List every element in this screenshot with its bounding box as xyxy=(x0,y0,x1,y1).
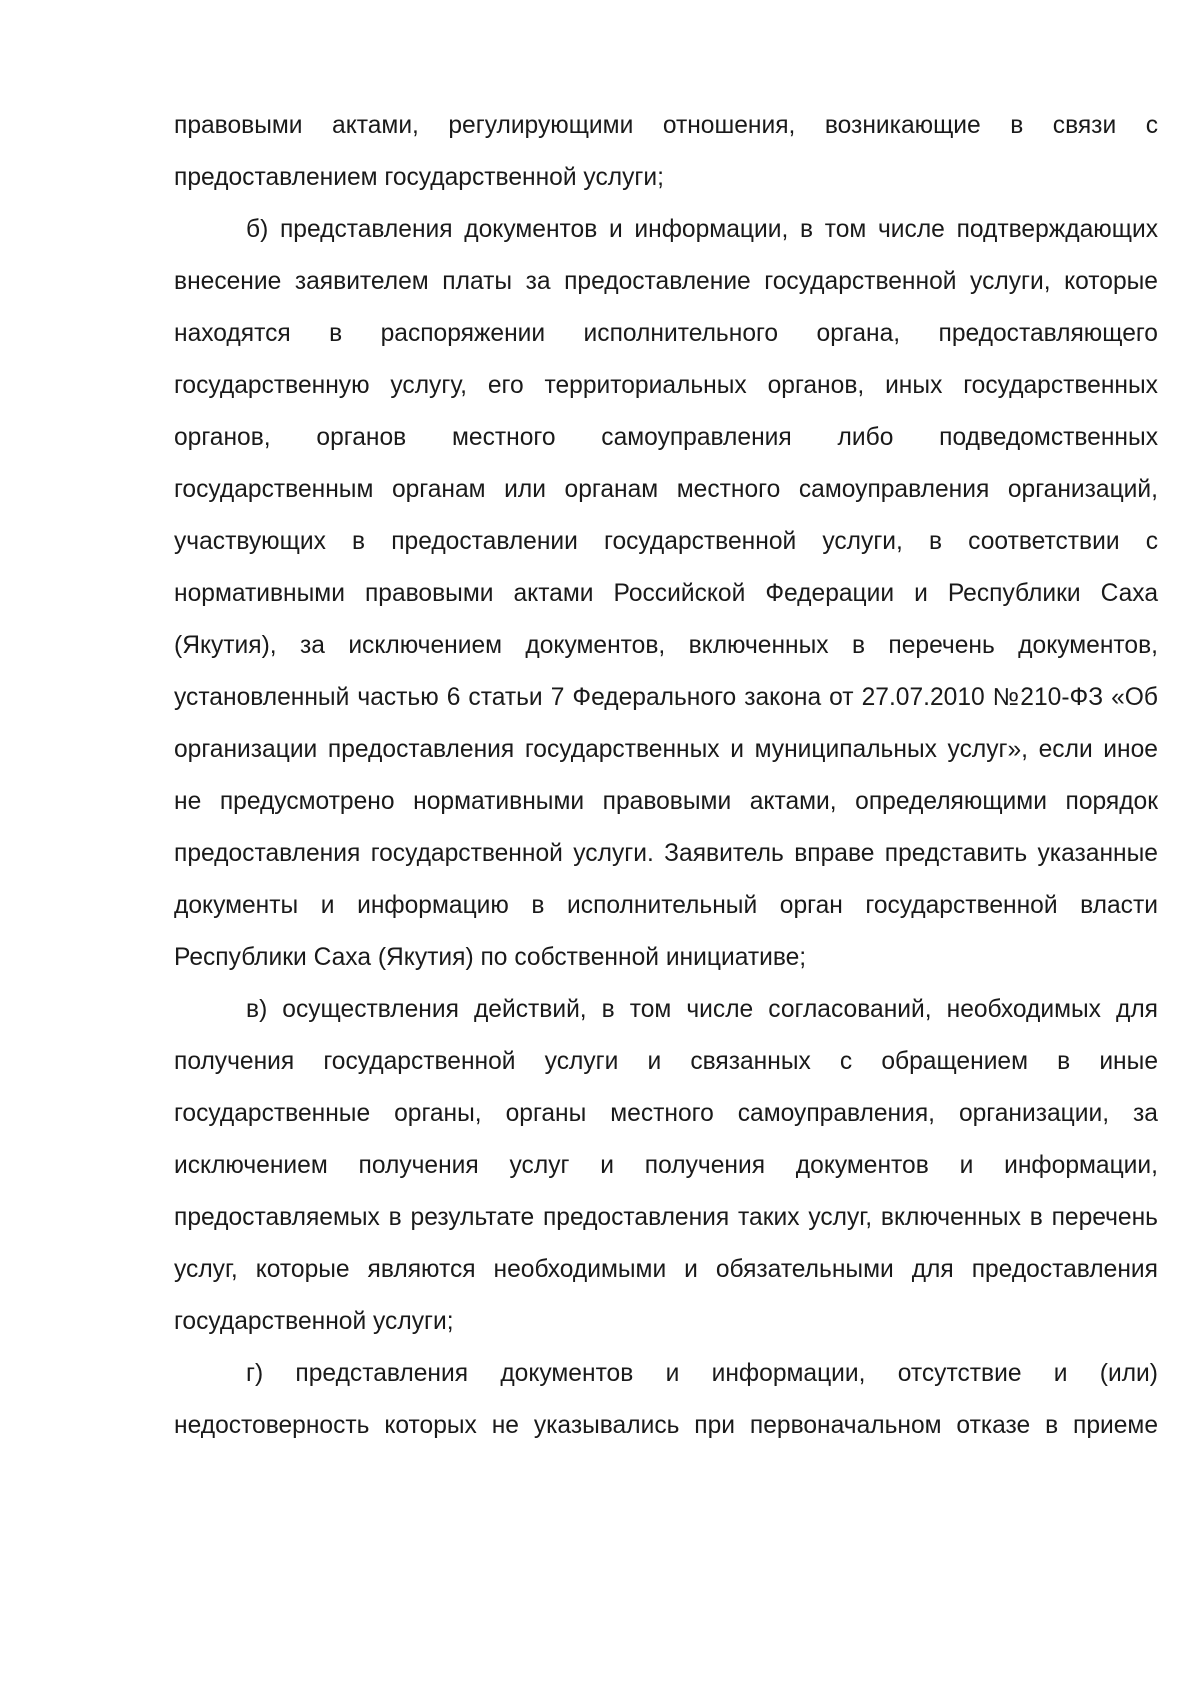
text-line: предоставлением государственной услуги; xyxy=(174,164,664,191)
text-line: государственные органы, органы местного самоуправления, организации, за xyxy=(174,1100,1158,1127)
text-line: включенных в перечень документов, установленный частью 6 статьи 7 xyxy=(174,632,1158,711)
text-line: получения государственной услуги и связанных с обращением в иные xyxy=(174,1048,1158,1075)
paragraph-continuation xyxy=(174,100,1158,204)
text-line: исключением получения услуг и получения документов и информации, xyxy=(174,1152,1158,1179)
text-line: органов, иных государственных органов, органов местного самоуправления xyxy=(174,372,1158,451)
text-line: государственной услуги. Заявитель вправе представить указанные документы и xyxy=(174,840,1158,919)
text-line: перечень услуг, которые являются необходимыми и обязательными для xyxy=(174,1204,1158,1283)
text-line: самоуправления организаций, участвующих в предоставлении государственной xyxy=(174,476,1158,555)
text-line: предоставления государственной услуги; xyxy=(174,1256,1158,1335)
paragraph-v xyxy=(174,984,1158,1348)
text-line: Федерации и Республики Саха (Якутия), за исключением документов, xyxy=(174,580,1159,659)
text-line: б) представления документов и информации, в том числе xyxy=(246,216,945,243)
text-line: правовыми актами, регулирующими отношения, возникающие в связи с xyxy=(174,112,1158,139)
text-line: г) представления документов и информации, отсутствие и (или) xyxy=(246,1360,1158,1387)
text-line: предоставляемых в результате предоставления таких услуг, включенных в xyxy=(174,1204,1043,1231)
text-line: в) осуществления действий, в том числе согласований, необходимых для xyxy=(246,996,1158,1023)
text-line: (Якутия) по собственной инициативе; xyxy=(377,944,807,971)
text-line: органа, предоставляющего государственную услугу, его территориальных xyxy=(174,320,1158,399)
paragraph-g xyxy=(174,1348,1158,1452)
text-line: государственных и муниципальных услуг», если иное не предусмотрено xyxy=(174,736,1158,815)
text-line: нормативными правовыми актами, определяющими порядок предоставления xyxy=(174,788,1158,867)
text-line: либо подведомственных государственным органам или органам местного xyxy=(174,424,1158,503)
paragraph-b xyxy=(174,204,1158,984)
text-line: услуги, в соответствии с нормативными правовыми актами Российской xyxy=(174,528,1158,607)
text-line: государственной услуги, которые находятся в распоряжении исполнительного xyxy=(174,268,1158,347)
text-line: Федерального закона от 27.07.2010 №210-ФЗ «Об организации предоставления xyxy=(174,684,1158,763)
text-line: недостоверность которых не указывались при первоначальном отказе в приеме xyxy=(174,1412,1158,1439)
text-line: информацию в исполнительный орган государственной власти Республики Саха xyxy=(174,892,1158,971)
text-line: подтверждающих внесение заявителем платы за предоставление xyxy=(174,216,1158,295)
document-page xyxy=(174,100,1158,1452)
